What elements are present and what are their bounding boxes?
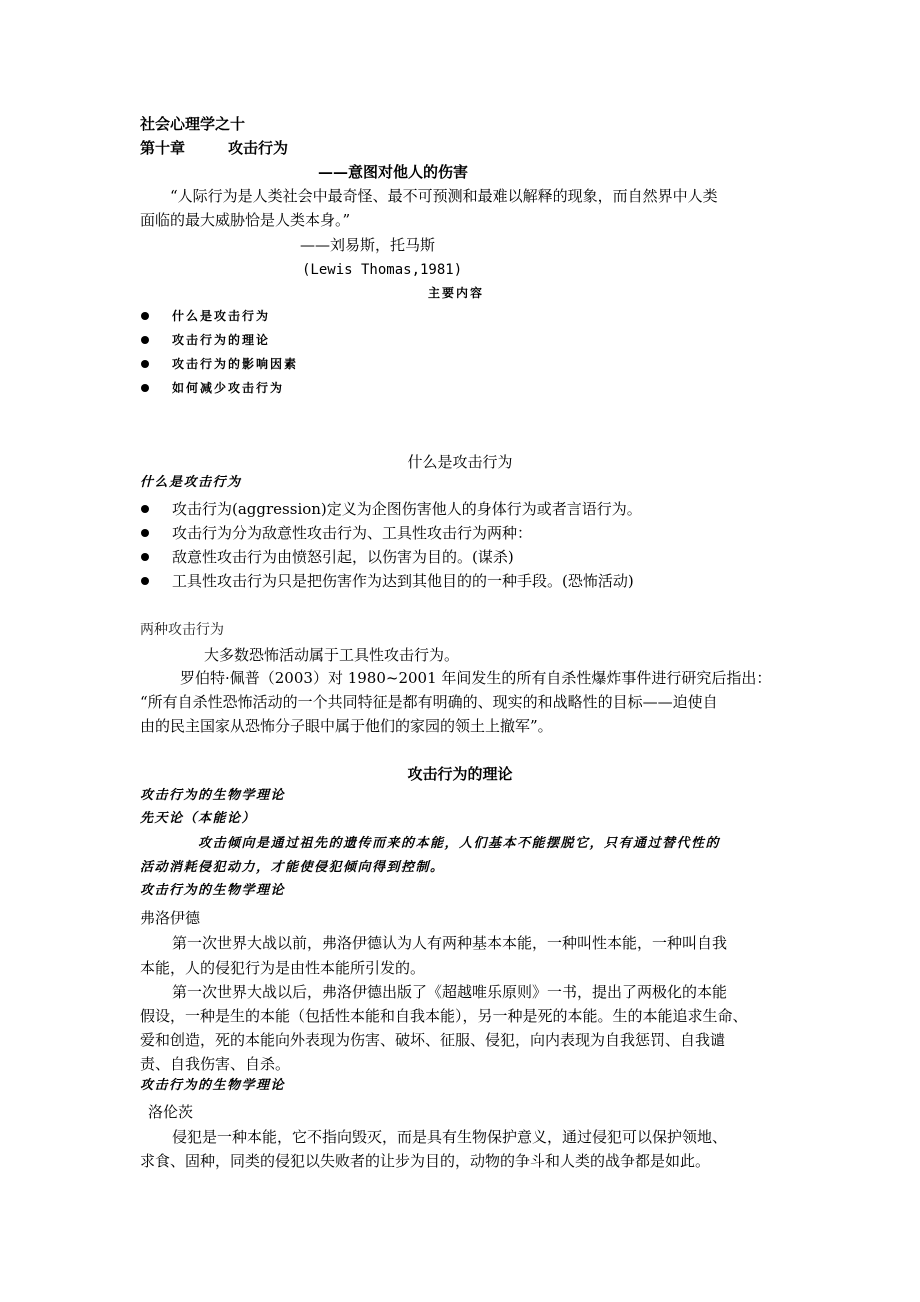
two-types-line-4: 由的民主国家从恐怖分子眼中属于他们的家园的领土上撤军”。 <box>140 717 553 735</box>
section-label-biological-3: 攻击行为的生物学理论 <box>140 1078 286 1093</box>
contents-item-2: 攻击行为的理论 <box>172 333 271 347</box>
freud-paragraph-2-line-4: 责、自我伤害、自杀。 <box>140 1055 291 1073</box>
innate-theory-label: 先天论（本能论） <box>140 811 257 826</box>
section-title-what-is-aggression: 什么是攻击行为 <box>407 453 513 471</box>
lorenz-line-1: 侵犯是一种本能，它不指向毁灭，而是具有生物保护意义，通过侵犯可以保护领地、 <box>172 1128 728 1146</box>
epigraph-citation: (Lewis Thomas,1981) <box>302 262 463 278</box>
bullet-dot <box>141 529 149 537</box>
freud-paragraph-2-line-3: 爱和创造，死的本能向外表现为伤害、破坏、征服、侵犯，向内表现为自我惩罚、自我谴 <box>140 1031 726 1049</box>
bullet-dot <box>141 360 149 368</box>
section-label-biological-2: 攻击行为的生物学理论 <box>140 883 286 898</box>
contents-item-4: 如何减少攻击行为 <box>172 381 285 395</box>
freud-paragraph-2-line-2: 假设，一种是生的本能（包括性本能和自我本能），另一种是死的本能。生的本能追求生命、 <box>140 1007 748 1025</box>
chapter-subtitle: ——意图对他人的伤害 <box>318 163 469 181</box>
bullet-dot <box>141 384 149 392</box>
two-types-line-1: 大多数恐怖活动属于工具性攻击行为。 <box>204 646 460 664</box>
section-title-theories: 攻击行为的理论 <box>407 765 513 783</box>
bullet-dot <box>141 577 149 585</box>
contents-heading: 主要内容 <box>428 286 485 300</box>
epigraph-author: ——刘易斯，托马斯 <box>300 236 436 254</box>
freud-paragraph-2-line-1: 第一次世界大战以后，弗洛伊德出版了《超越唯乐原则》一书，提出了两极化的本能 <box>172 983 728 1001</box>
freud-paragraph-1-line-1: 第一次世界大战以前，弗洛伊德认为人有两种基本本能，一种叫性本能，一种叫自我 <box>172 934 728 952</box>
lorenz-label: 洛伦茨 <box>148 1103 194 1121</box>
two-types-line-3: “所有自杀性恐怖活动的一个共同特征是都有明确的、现实的和战略性的目标——迫使自 <box>140 693 718 711</box>
innate-theory-line-1: 攻击倾向是通过祖先的遗传而来的本能，人们基本不能摆脱它，只有通过替代性的 <box>198 836 721 851</box>
bullet-dot <box>141 553 149 561</box>
bullet-dot <box>141 312 149 320</box>
section-label-two-types: 两种攻击行为 <box>140 622 224 638</box>
definition-bullet-4: 工具性攻击行为只是把伤害作为达到其他目的的一种手段。(恐怖活动) <box>172 572 634 590</box>
epigraph-quote-line-1: “人际行为是人类社会中最奇怪、最不可预测和最难以解释的现象，而自然界中人类 <box>170 187 718 205</box>
section-label-what-is-aggression: 什么是攻击行为 <box>140 475 242 490</box>
section-label-biological-1: 攻击行为的生物学理论 <box>140 788 286 803</box>
definition-bullet-3: 敌意性攻击行为由愤怒引起，以伤害为目的。(谋杀) <box>172 548 514 566</box>
definition-bullet-2: 攻击行为分为敌意性攻击行为、工具性攻击行为两种： <box>172 524 533 542</box>
definition-bullet-1: 攻击行为(aggression)定义为企图伤害他人的身体行为或者言语行为。 <box>172 500 642 518</box>
chapter-number: 第十章 <box>140 139 186 157</box>
contents-item-3: 攻击行为的影响因素 <box>172 357 299 371</box>
freud-label: 弗洛伊德 <box>140 909 201 927</box>
epigraph-quote-line-2: 面临的最大威胁恰是人类本身。” <box>140 211 351 229</box>
series-title: 社会心理学之十 <box>140 115 246 133</box>
bullet-dot <box>141 336 149 344</box>
two-types-line-2: 罗伯特·佩普（2003）对 1980~2001 年间发生的所有自杀性爆炸事件进行研究后指出： <box>180 669 772 687</box>
freud-paragraph-1-line-2: 本能，人的侵犯行为是由性本能所引发的。 <box>140 959 426 977</box>
contents-item-1: 什么是攻击行为 <box>172 309 271 323</box>
chapter-title: 攻击行为 <box>228 139 289 157</box>
bullet-dot <box>141 505 149 513</box>
lorenz-line-2: 求食、固种，同类的侵犯以失败者的让步为目的，动物的争斗和人类的战争都是如此。 <box>140 1152 711 1170</box>
innate-theory-line-2: 活动消耗侵犯动力，才能使侵犯倾向得到控制。 <box>140 860 445 875</box>
